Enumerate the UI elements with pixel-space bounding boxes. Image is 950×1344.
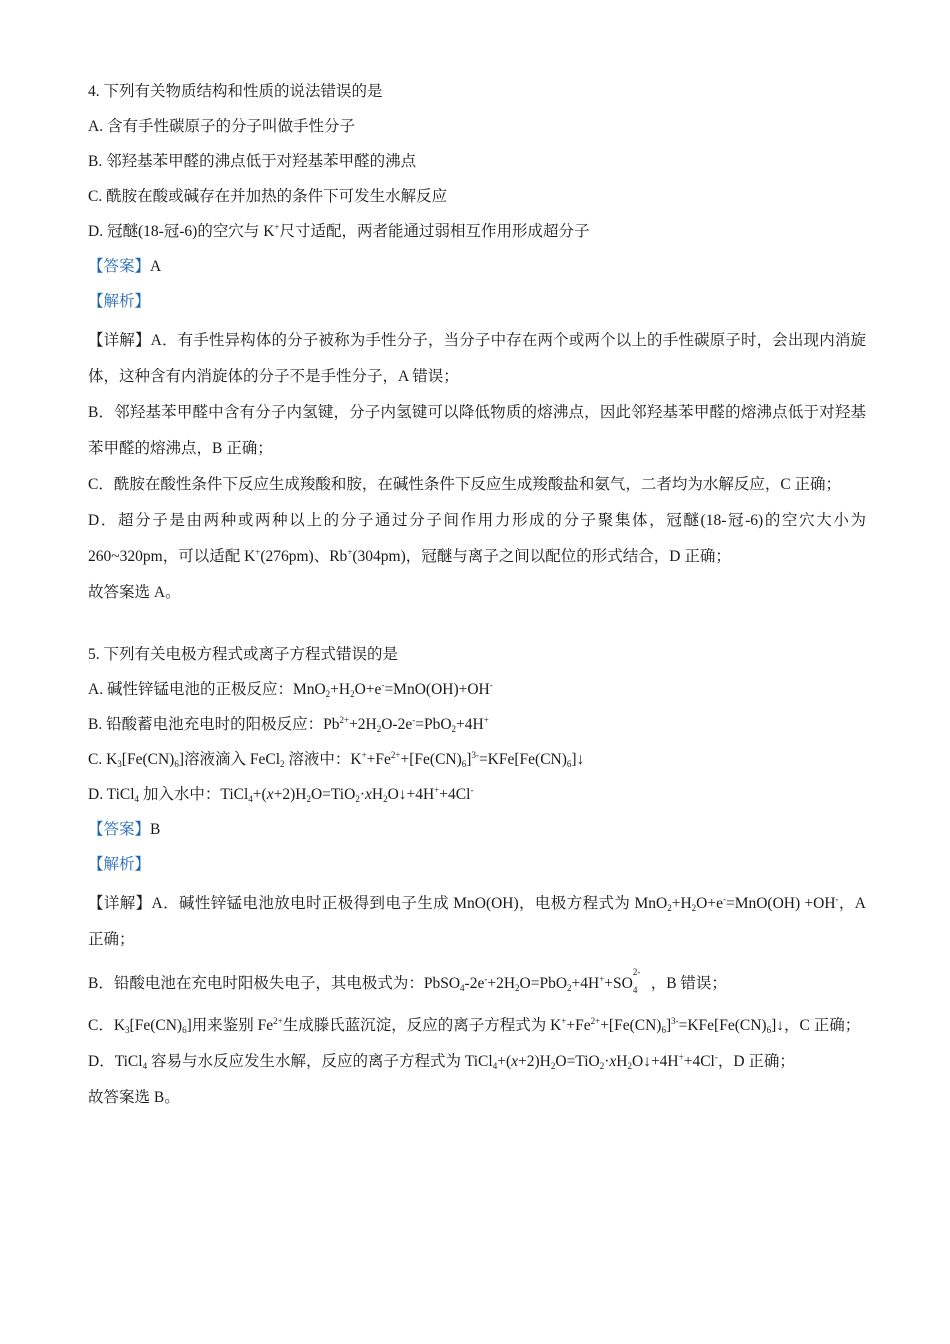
spacer	[88, 611, 866, 641]
q5-stem: 5. 下列有关电极方程式或离子方程式错误的是	[88, 646, 399, 663]
q5-detail-c: C．$K_3[Fe(CN)_6]$用来鉴别 $Fe^{2+}$生成滕氏蓝沉淀，反应的离子方程式为 $K^++Fe^{2+}+[Fe(CN)_6]^{3-}=KFe[Fe(CN)_6]↓$，C 正确；	[88, 1016, 861, 1035]
q4-detail-a: 【详解】A．有手性异构体的分子被称为手性分子，当分子中存在两个或两个以上的手性碳原子时，会出现内消旋体，这种含有内消旋体的分子不是手性分子，A 错误；	[88, 332, 866, 385]
q4-option-d: D. 冠醚(18-冠-6)的空穴与 K+尺寸适配，两者能通过弱相互作用形成超分子	[88, 222, 590, 240]
q5-detail-d: D．TiCl$_4$ 容易与水反应发生水解，反应的离子方程式为 $TiCl_4+(x+2)H_2O=TiO_2\cdot xH_2O↓+4H^++4Cl^-$，D 正确；	[88, 1052, 795, 1071]
q4-option-c: C. 酰胺在酸或碱存在并加热的条件下可发生水解反应	[88, 188, 448, 205]
answer-tag: 【答案】	[88, 821, 151, 838]
q5-option-c: C. $K_3[Fe(CN)_6]$溶液滴入 FeCl$_2$ 溶液中：$K^++Fe^{2+}+[Fe(CN)_6]^{3-}=KFe[Fe(CN)_6]↓$	[88, 750, 585, 769]
q4-stem: 4. 下列有关物质结构和性质的说法错误的是	[88, 83, 383, 100]
q5-analysis-tag: 【解析】	[88, 856, 151, 873]
q4-detail-d: D．超分子是由两种或两种以上的分子通过分子间作用力形成的分子聚集体，冠醚(18-冠-6)的空穴大小为 260~320pm，可以适配 K+(276pm)、Rb+(304pm)，冠醚与离子之间以配位的形式结合，D 正确；	[88, 512, 866, 565]
q5-detail-a: 【详解】A．碱性锌锰电池放电时正极得到电子生成 MnO(OH)，电极方程式为 $MnO_2+H_2O+e^-=MnO(OH) +OH^-$，A 正确；	[88, 894, 867, 948]
q5-detail-b: B．铅酸电池在充电时阳极失电子，其电极式为：$PbSO_4-2e^-+2H_2O=PbO_2+4H^++SO$ 2- 4 ，B 错误；	[88, 967, 727, 995]
q5-option-a: A. 碱性锌锰电池的正极反应：$MnO_2+H_2O+e^-=MnO(OH)+OH^-$	[88, 680, 493, 699]
q5-conclusion: 故答案选 B。	[88, 1089, 180, 1106]
q4-detail-c: C．酰胺在酸性条件下反应生成羧酸和胺，在碱性条件下反应生成羧酸盐和氨气，二者均为水解反应，C 正确；	[88, 476, 842, 493]
q4-conclusion: 故答案选 A。	[88, 584, 181, 601]
q4-analysis-tag: 【解析】	[88, 293, 151, 310]
q5-option-b: B. 铅酸蓄电池充电时的阳极反应：$Pb^{2+}+2H_2O-2e^-=PbO_2+4H^+$	[88, 715, 489, 734]
q4-option-a: A. 含有手性碳原子的分子叫做手性分子	[88, 118, 355, 135]
document-page	[88, 78, 866, 1116]
q5-answer: 【答案】B	[88, 821, 161, 838]
answer-tag: 【答案】	[88, 258, 151, 275]
q4-answer: 【答案】A	[88, 258, 162, 275]
q4-option-b: B. 邻羟基苯甲醛的沸点低于对羟基苯甲醛的沸点	[88, 153, 417, 170]
q4-detail-b: B．邻羟基苯甲醛中含有分子内氢键，分子内氢键可以降低物质的熔沸点，因此邻羟基苯甲醛的熔沸点低于对羟基苯甲醛的熔沸点，B 正确；	[88, 404, 866, 457]
q5-option-d: D. TiCl$_4$ 加入水中：$TiCl_4+(x+2)H_2O=TiO_2\cdot xH_2O↓+4H^++4Cl^-$	[88, 785, 474, 804]
